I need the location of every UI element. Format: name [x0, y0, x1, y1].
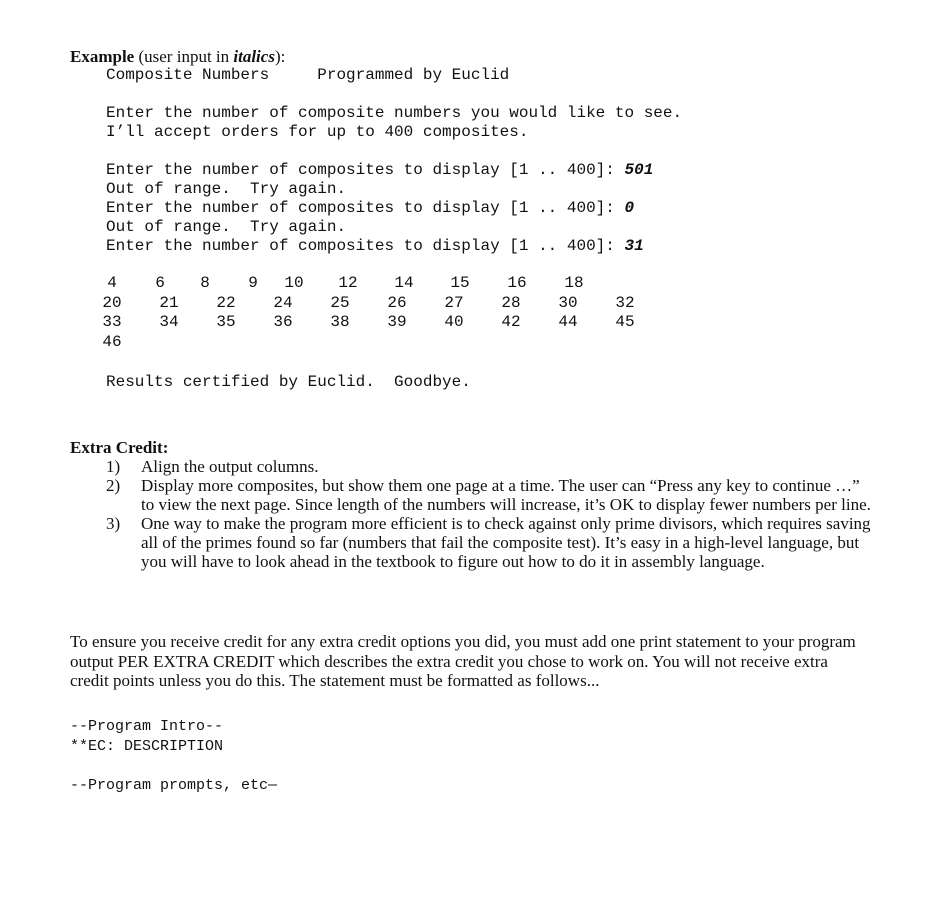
extra-credit-item	[106, 514, 876, 571]
composite-number: 4	[107, 274, 117, 292]
composite-number: 36	[273, 313, 293, 331]
format-line-3: --Program prompts, etc—	[70, 777, 278, 794]
item-text: Align the output columns.	[141, 457, 319, 476]
composite-number: 30	[558, 293, 578, 312]
composite-number: 34	[159, 313, 179, 331]
composite-number: 42	[501, 313, 521, 331]
example-note-end: ):	[274, 47, 286, 66]
extra-credit-list	[106, 457, 876, 571]
composite-number: 38	[330, 313, 350, 331]
composite-number: 33	[102, 313, 122, 331]
item-number: 1)	[106, 457, 121, 476]
prompt-text: Enter the number of composites to display [1 .. 400]:	[106, 161, 625, 179]
composite-number: 9	[248, 274, 258, 292]
composite-number: 32	[615, 293, 635, 312]
composite-number: 40	[444, 313, 464, 331]
item-text: Display more composites, but show them one page at a time. The user can “Press any key to continue …” to view the next page. Since length of the numbers will increase, it’s OK to display fewer numbers per line.	[141, 476, 871, 514]
extra-credit-item	[106, 476, 876, 514]
prompt-line-2	[106, 199, 634, 218]
composite-number: 20	[102, 293, 122, 312]
composite-number: 15	[450, 274, 470, 292]
composite-number: 25	[330, 293, 350, 312]
composite-number: 6	[155, 274, 165, 292]
prompt-line-1	[106, 161, 653, 180]
format-line-2: **EC: DESCRIPTION	[70, 738, 224, 755]
item-number: 2)	[106, 476, 121, 495]
retry-line-2: Out of range. Try again.	[106, 218, 347, 236]
example-label: Example	[70, 47, 135, 66]
composite-number: 46	[102, 332, 122, 351]
prompt-line-3	[106, 237, 644, 256]
title-line: Composite Numbers Programmed by Euclid	[106, 66, 510, 84]
composite-number: 14	[394, 274, 414, 292]
prompt-text: Enter the number of composites to display [1 .. 400]:	[106, 199, 625, 217]
composite-number: 21	[159, 293, 179, 312]
prompt-text: Enter the number of composites to display [1 .. 400]:	[106, 237, 625, 255]
composite-number: 35	[216, 313, 236, 331]
composite-number: 16	[507, 274, 527, 292]
composite-number: 28	[501, 293, 521, 312]
example-heading	[70, 47, 285, 66]
example-italic-word: italics	[233, 47, 275, 66]
format-line-1: --Program Intro--	[70, 718, 224, 735]
user-input: 501	[624, 161, 654, 179]
composite-number: 18	[564, 274, 584, 292]
extra-credit-title: Extra Credit:	[70, 438, 169, 457]
extra-credit-item	[106, 457, 876, 476]
instructions-paragraph: To ensure you receive credit for any extra credit options you did, you must add one print statement to your program output PER EXTRA CREDIT which describes the extra credit you chose to work on. You will not receive extra credit points unless you do this. The statement must be formatted as follows...	[70, 632, 856, 690]
retry-line-1: Out of range. Try again.	[106, 180, 347, 198]
composite-number: 10	[284, 274, 304, 292]
composite-number: 8	[200, 274, 210, 292]
composite-number: 27	[444, 293, 464, 312]
example-note: (user input in	[134, 47, 234, 66]
user-input: 0	[624, 199, 635, 217]
intro-line-1: Enter the number of composite numbers you would like to see.	[106, 104, 683, 122]
composite-number: 22	[216, 293, 236, 312]
intro-line-2: I’ll accept orders for up to 400 composites.	[106, 123, 529, 141]
composite-number: 12	[338, 274, 358, 292]
composite-number: 26	[387, 293, 407, 312]
composite-number: 39	[387, 313, 407, 331]
composite-number: 45	[615, 313, 635, 331]
composite-number: 24	[273, 293, 293, 312]
user-input: 31	[624, 237, 644, 255]
farewell-line: Results certified by Euclid. Goodbye.	[106, 373, 471, 391]
composite-number: 44	[558, 313, 578, 331]
item-text: One way to make the program more efficient is to check against only prime divisors, which requires saving all of the primes found so far (numbers that fail the composite test). It’s easy in a high-level language, but you will have to look ahead in the textbook to figure out how to do it in assembly language.	[141, 514, 871, 571]
item-number: 3)	[106, 514, 121, 533]
